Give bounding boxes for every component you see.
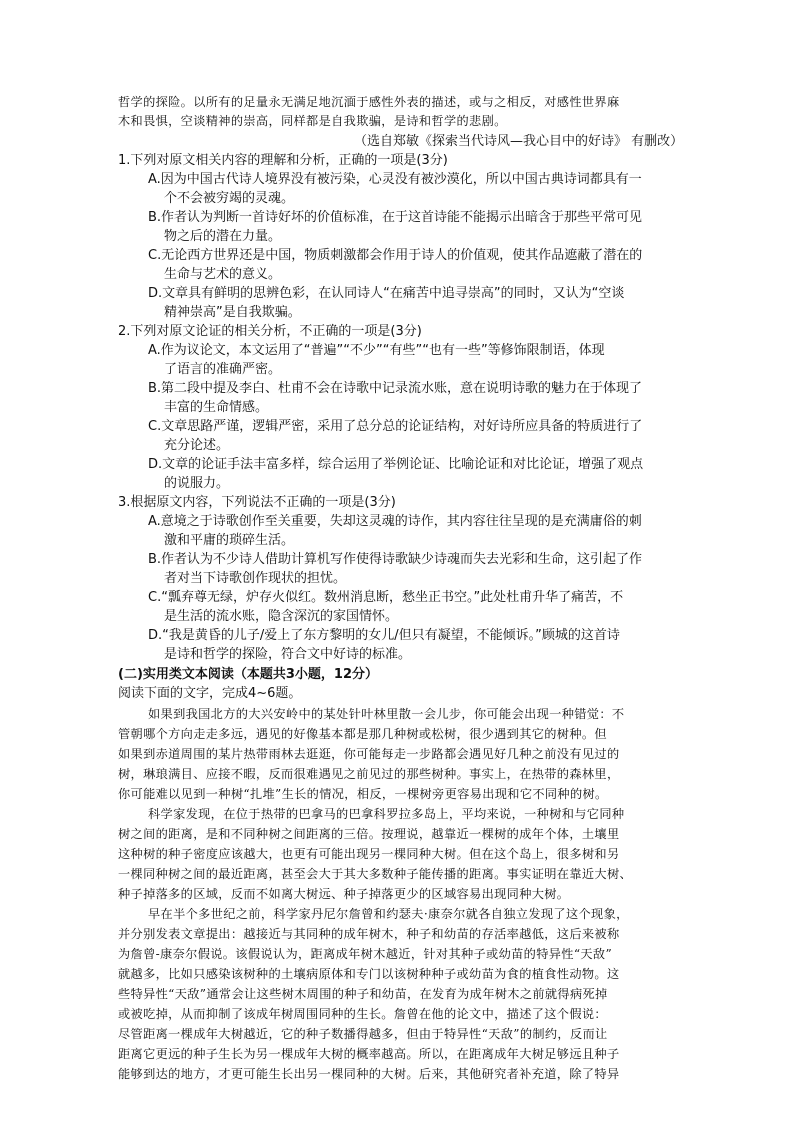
passage-line: 或被吃掉，从而抑制了该成年树周围同种的生长。詹曾在他的论文中，描述了这个假说： bbox=[118, 1007, 607, 1021]
q1-option-c-line2: 生命与艺术的意义。 bbox=[164, 267, 282, 282]
section-instruction: 阅读下面的文字，完成4~6题。 bbox=[118, 686, 302, 701]
q3-option-c-line1: C.“瓢弃尊无绿，炉存火似红。数州消息断，愁坐正书空。”此处杜甫升华了痛苦，不 bbox=[148, 590, 624, 605]
passage-line: 能够到达的地方，才更可能生长出另一棵同种的大树。后来，其他研究者补充道，除了特异 bbox=[118, 1067, 620, 1081]
intro-line-1: 哲学的探险。以所有的足量永无满足地沉湎于感性外表的描述，或与之相反，对感性世界麻 bbox=[118, 95, 620, 109]
q1-option-b-line1: B.作者认为判断一首诗好坏的价值标准，在于这首诗能不能揭示出暗含于那些平常可见 bbox=[148, 210, 643, 225]
q1-option-a-line2: 个不会被穷竭的灵魂。 bbox=[164, 191, 295, 206]
passage-line: 如果到我国北方的大兴安岭中的某处针叶林里散一会儿步，你可能会出现一种错觉：不 bbox=[148, 707, 625, 721]
q1-option-a-line1: A.因为中国古代诗人境界没有被污染，心灵没有被沙漠化，所以中国古典诗词都具有一 bbox=[148, 172, 642, 187]
q3-option-c-line2: 是生活的流水账，隐含深沉的家国情怀。 bbox=[164, 609, 399, 624]
q3-option-b-line2: 者对当下诗歌创作现状的担忧。 bbox=[164, 571, 347, 586]
passage-line: 早在半个多世纪之前，科学家丹尼尔詹曾和约瑟夫·康奈尔就各自独立发现了这个现象， bbox=[148, 907, 629, 921]
question-3-stem: 3.根据原文内容，下列说法不正确的一项是(3分) bbox=[118, 495, 396, 510]
passage-line: 为詹曾-康奈尔假说。该假说认为，距离成年树木越近，针对其种子或幼苗的特异性“天敌” bbox=[118, 947, 613, 961]
intro-line-2: 木和畏惧，空谈精神的崇高，同样都是自我欺骗，是诗和哲学的悲剧。 bbox=[118, 114, 507, 128]
passage-line: 并分别发表文章提出：越接近与其同种的成年树木，种子和幼苗的存活率越低，这后来被称 bbox=[118, 927, 620, 941]
passage-line: 一棵同种树之间的最近距离，甚至会大于其大多数种子能传播的距离。事实证明在靠近大树、 bbox=[118, 867, 633, 881]
q1-option-d-line2: 精神崇高”是自我欺骗。 bbox=[164, 305, 301, 320]
passage-line: 树，琳琅满目、应接不暇，反而很难遇见之前见过的那些树种。事实上，在热带的森林里， bbox=[118, 767, 620, 781]
q2-option-a-line2: 了语言的准确严密。 bbox=[164, 362, 282, 377]
q1-option-b-line2: 物之后的潜在力量。 bbox=[164, 229, 282, 244]
q2-option-c-line1: C.文章思路严谨，逻辑严密，采用了总分总的论证结构，对好诗所应具备的特质进行了 bbox=[148, 419, 643, 434]
passage-line: 就越多，比如只感染该树种的土壤病原体和专门以该树种种子或幼苗为食的植食性动物。这 bbox=[118, 967, 620, 981]
passage-line: 管朝哪个方向走走多远，遇见的好像基本都是那几种树或松树，很少遇到其它的树种。但 bbox=[118, 727, 607, 741]
passage-line: 尽管距离一棵成年大树越近，它的种子数播得越多，但由于特异性“天敌”的制约，反而让 bbox=[118, 1027, 608, 1041]
question-2-stem: 2.下列对原文论证的相关分析，不正确的一项是(3分) bbox=[118, 324, 422, 339]
q3-option-b-line1: B.作者认为不少诗人借助计算机写作使得诗歌缺少诗魂而失去光彩和生命，这引起了作 bbox=[148, 552, 643, 567]
q1-option-c-line1: C.无论西方世界还是中国，物质刺激都会作用于诗人的价值观，使其作品遮蔽了潜在的 bbox=[148, 248, 643, 263]
q2-option-b-line1: B.第二段中提及李白、杜甫不会在诗歌中记录流水账，意在说明诗歌的魅力在于体现了 bbox=[148, 381, 643, 396]
passage-line: 种子掉落多的区域，反而不如离大树远、种子掉落更少的区域容易出现同种大树。 bbox=[118, 887, 570, 901]
passage-line: 如果到赤道周围的某片热带雨林去逛逛，你可能每走一步路都会遇见好几种之前没有见过的 bbox=[118, 747, 620, 761]
q3-option-a-line1: A.意境之于诗歌创作至关重要，失却这灵魂的诗作，其内容往往呈现的是充满庸俗的刺 bbox=[148, 514, 642, 529]
q2-option-d-line1: D.文章的论证手法丰富多样，综合运用了举例论证、比喻论证和对比论证，增强了观点 bbox=[148, 457, 644, 472]
question-1-stem: 1.下列对原文相关内容的理解和分析，正确的一项是(3分) bbox=[118, 153, 448, 168]
source-citation: （选自郑敏《探索当代诗风—我心目中的好诗》 有删改） bbox=[354, 134, 684, 149]
passage-line: 树之间的距离，是和不同种树之间距离的三倍。按理说，越靠近一棵树的成年个体，土壤里 bbox=[118, 827, 620, 841]
passage-line: 距离它更远的种子生长为另一棵成年大树的概率越高。所以，在距离成年大树足够远且种子 bbox=[118, 1047, 620, 1061]
passage-line: 这种树的种子密度应该越大，也更有可能出现另一棵同种大树。但在这个岛上，很多树和另 bbox=[118, 847, 620, 861]
passage-line: 你可能难以见到一种树“扎堆”生长的情况，相反，一棵树旁更容易出现和它不同种的树。 bbox=[118, 787, 608, 801]
q3-option-d-line2: 是诗和哲学的探险，符合文中好诗的标准。 bbox=[164, 647, 412, 662]
q3-option-d-line1: D.“我是黄昏的儿子/爱上了东方黎明的女儿/但只有凝望，不能倾诉。”顾城的这首诗 bbox=[148, 628, 620, 643]
q2-option-b-line2: 丰富的生命情感。 bbox=[164, 400, 269, 415]
section-heading: (二)实用类文本阅读（本题共3小题，12分） bbox=[118, 667, 379, 682]
passage-line: 些特异性“天敌”通常会让这些树木周围的种子和幼苗，在发育为成年树木之前就得病死掉 bbox=[118, 987, 608, 1001]
q2-option-d-line2: 的说服力。 bbox=[164, 476, 230, 491]
q2-option-c-line2: 充分论述。 bbox=[164, 438, 230, 453]
passage-line: 科学家发现，在位于热带的巴拿马的巴拿科罗拉多岛上，平均来说，一种树和与它同种 bbox=[148, 807, 625, 821]
q2-option-a-line1: A.作为议论文，本文运用了“普遍”“不少”“有些”“也有一些”等修饰限制语，体现 bbox=[148, 343, 605, 358]
q1-option-d-line1: D.文章具有鲜明的思辨色彩，在认同诗人“在痛苦中追寻崇高”的同时，又认为“空谈 bbox=[148, 286, 625, 301]
q3-option-a-line2: 激和平庸的琐碎生活。 bbox=[164, 533, 295, 548]
